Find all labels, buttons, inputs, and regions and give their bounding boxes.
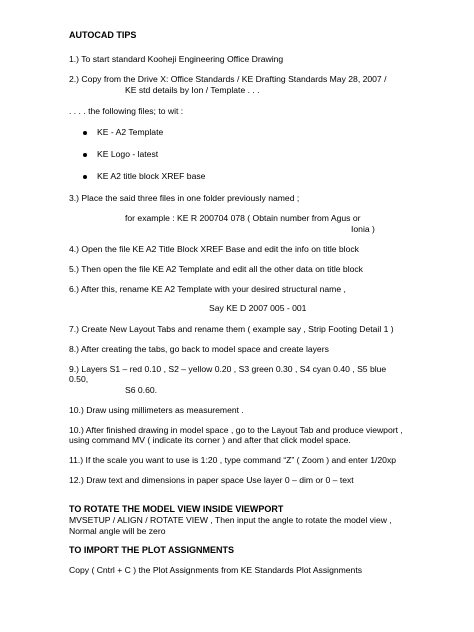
tip-10b-line-1: 10.) After finished drawing in model space , go to the Layout Tab and produce viewport ,	[69, 425, 403, 435]
tip-10b-line-2: using command MV ( indicate its corner ) and after that click model space.	[69, 435, 351, 445]
tip-9-line-2: 0.50,	[69, 374, 89, 384]
tip-2-line-2: KE std details by Ion / Template . . .	[125, 85, 260, 95]
rotate-line-1: MVSETUP / ALIGN / ROTATE VIEW , Then input the angle to rotate the model view ,	[69, 515, 392, 525]
tip-3-example-cont: Ionia )	[351, 224, 375, 234]
files-intro: . . . . the following files; to wit :	[69, 106, 184, 116]
tip-3: 3.) Place the said three files in one folder previously named ;	[69, 193, 300, 203]
tip-9-line-1: 9.) Layers S1 – red 0.10 , S2 – yellow 0.20 , S3 green 0.30 , S4 cyan 0.40 , S5 blue	[69, 364, 387, 374]
tip-12: 12.) Draw text and dimensions in paper space Use layer 0 – dim or 0 – text	[69, 475, 354, 485]
tip-2-line-1: 2.) Copy from the Drive X: Office Standards / KE Drafting Standards May 28, 2007 /	[69, 74, 387, 84]
tip-3-example: for example : KE R 200704 078 ( Obtain number from Agus or	[125, 213, 361, 223]
file-item-3: KE A2 title block XREF base	[97, 171, 206, 181]
plot-instruction: Copy ( Cntrl + C ) the Plot Assignments from KE Standards Plot Assignments	[69, 565, 363, 575]
rotate-line-2: Normal angle will be zero	[69, 526, 166, 536]
tip-8: 8.) After creating the tabs, go back to model space and create layers	[69, 344, 329, 354]
tip-11: 11.) If the scale you want to use is 1:20 , type command “Z” ( Zoom ) and enter 1/20xp	[69, 455, 397, 465]
section-heading-rotate: TO ROTATE THE MODEL VIEW INSIDE VIEWPORT	[69, 504, 284, 514]
bullet-icon	[83, 131, 87, 135]
tip-6: 6.) After this, rename KE A2 Template with your desired structural name ,	[69, 284, 346, 294]
section-heading-plot: TO IMPORT THE PLOT ASSIGNMENTS	[69, 545, 235, 555]
document-title: AUTOCAD TIPS	[69, 30, 137, 40]
tip-7: 7.) Create New Layout Tabs and rename them ( example say , Strip Footing Detail 1 )	[69, 324, 394, 334]
tip-10: 10.) Draw using millimeters as measurement .	[69, 405, 244, 415]
tip-9-line-3: S6 0.60.	[125, 385, 158, 395]
file-item-2: KE Logo - latest	[97, 149, 159, 159]
bullet-icon	[83, 175, 87, 179]
tip-6-example: Say KE D 2007 005 - 001	[209, 303, 307, 313]
tip-5: 5.) Then open the file KE A2 Template and edit all the other data on title block	[69, 264, 363, 274]
tip-4: 4.) Open the file KE A2 Title Block XREF Base and edit the info on title block	[69, 244, 359, 254]
file-item-1: KE - A2 Template	[97, 127, 164, 137]
bullet-icon	[83, 153, 87, 157]
tip-1: 1.) To start standard Kooheji Engineering Office Drawing	[69, 54, 284, 64]
